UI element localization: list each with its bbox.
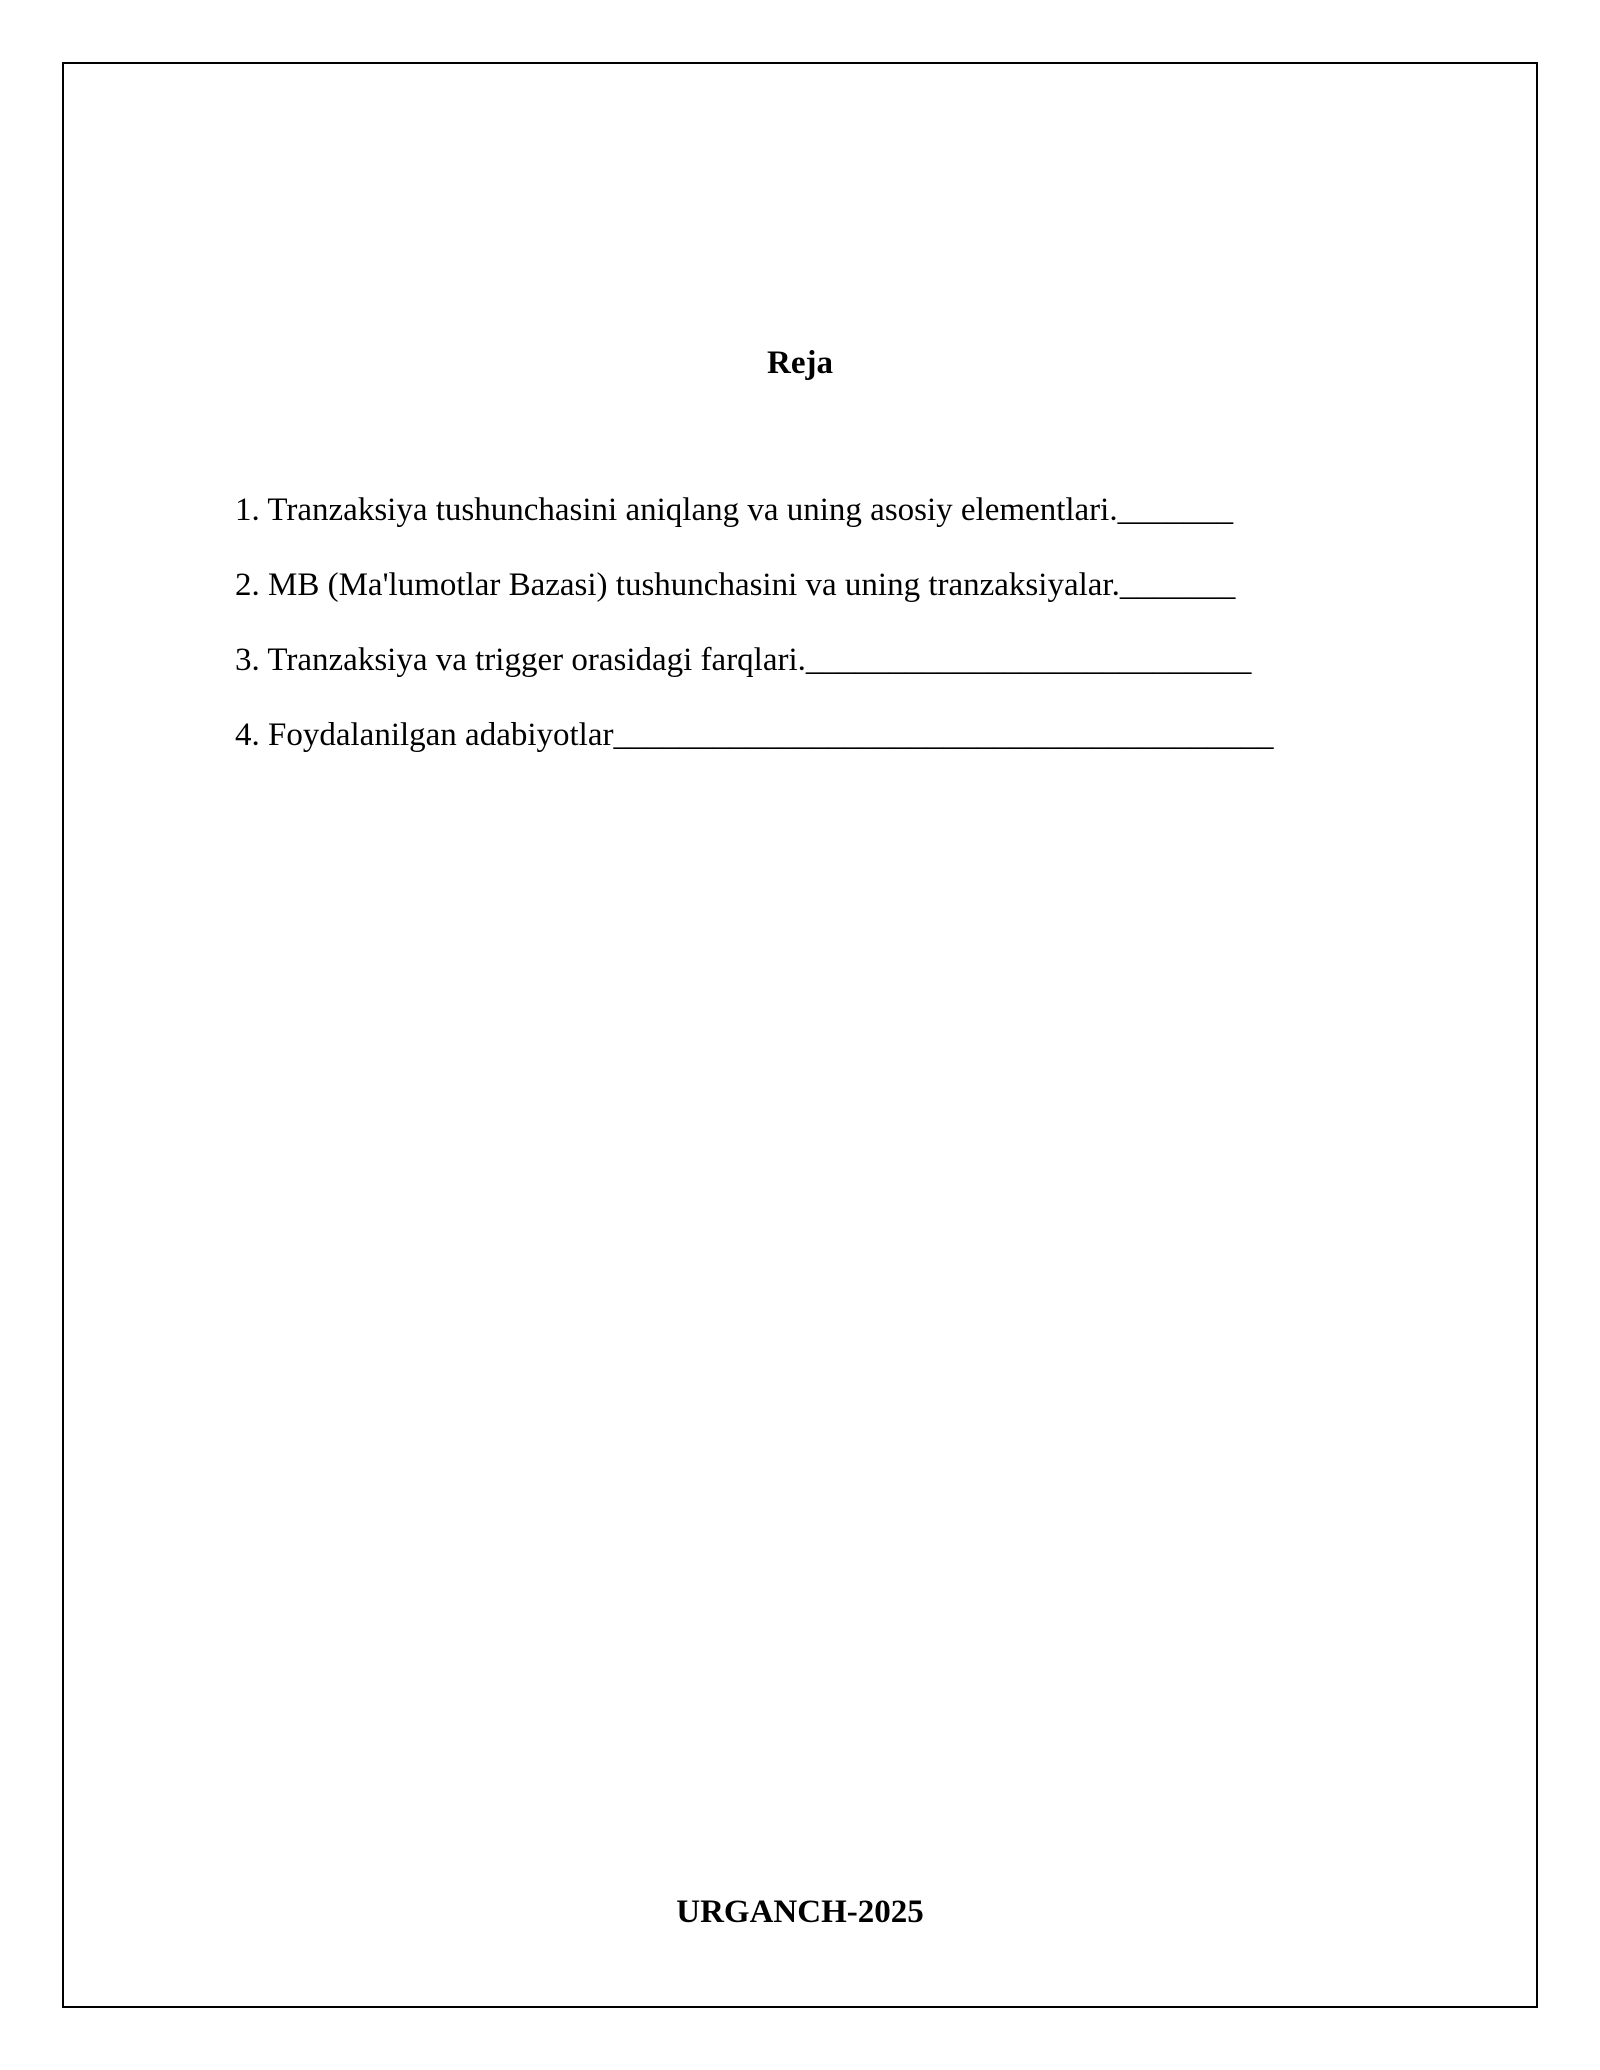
footer-city-year: URGANCH-2025 <box>676 1894 924 1930</box>
toc-item-4: 4. Foydalanilgan adabiyotlar________________________________________ <box>235 717 1274 753</box>
toc-item-3: 3. Tranzaksiya va trigger orasidagi farqlari.___________________________ <box>235 642 1252 678</box>
toc-item-1: 1. Tranzaksiya tushunchasini aniqlang va uning asosiy elementlari._______ <box>235 492 1234 528</box>
toc-item-2: 2. MB (Ma'lumotlar Bazasi) tushunchasini va uning tranzaksiyalar._______ <box>235 567 1236 603</box>
page-title: Reja <box>767 345 833 381</box>
table-of-contents <box>235 490 1355 790</box>
